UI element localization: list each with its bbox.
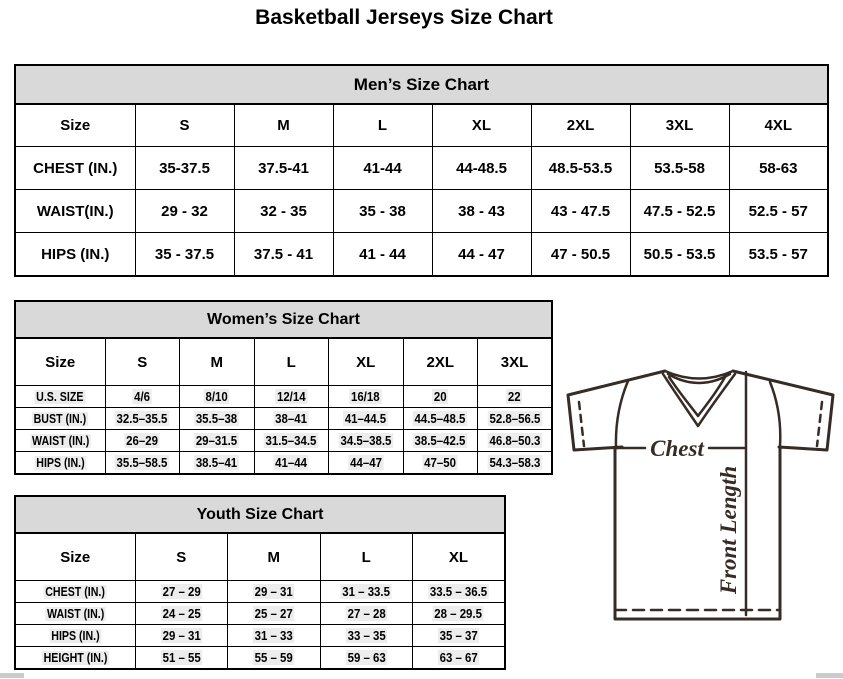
womens-cell-value: 44.5–48.5: [403, 408, 478, 430]
youth-cell-value: 31 – 33.5: [320, 581, 413, 603]
youth-row-label: HIPS (IN.): [15, 625, 135, 647]
womens-cell-value: 8/10: [180, 386, 255, 408]
mens-cell-value: 48.5-53.5: [531, 147, 630, 190]
womens-row-label: HIPS (IN.): [15, 452, 105, 475]
womens-cell-value: 41–44.5: [329, 408, 404, 430]
womens-column-header: M: [180, 338, 255, 386]
mens-cell-value: 52.5 - 57: [729, 190, 828, 233]
mens-cell-value: 44 - 47: [432, 233, 531, 277]
youth-cell-value: 27 – 29: [135, 581, 228, 603]
womens-table-row: [15, 430, 552, 452]
youth-cell-value: 55 – 59: [228, 647, 321, 670]
womens-cell-value: 38.5–42.5: [403, 430, 478, 452]
womens-table: [14, 300, 553, 475]
womens-cell-value: 41–44: [254, 452, 329, 475]
youth-column-header: S: [135, 533, 228, 581]
womens-column-header: S: [105, 338, 180, 386]
jersey-measurement-diagram: [558, 362, 843, 622]
youth-table-row: [15, 603, 505, 625]
womens-table-row: [15, 452, 552, 475]
mens-column-header: XL: [432, 104, 531, 147]
page-title: Basketball Jerseys Size Chart: [255, 6, 553, 29]
youth-column-header: M: [228, 533, 321, 581]
youth-table-row: [15, 581, 505, 603]
youth-table: [14, 495, 506, 670]
youth-cell-value: 51 – 55: [135, 647, 228, 670]
womens-row-label: U.S. SIZE: [15, 386, 105, 408]
mens-column-header: S: [135, 104, 234, 147]
mens-row-label: WAIST(IN.): [15, 190, 135, 233]
mens-cell-value: 44-48.5: [432, 147, 531, 190]
womens-cell-value: 31.5–34.5: [254, 430, 329, 452]
youth-cell-value: 29 – 31: [228, 581, 321, 603]
womens-cell-value: 38.5–41: [180, 452, 255, 475]
womens-cell-value: 22: [478, 386, 553, 408]
womens-column-header: XL: [329, 338, 404, 386]
youth-column-header: L: [320, 533, 413, 581]
youth-cell-value: 33 – 35: [320, 625, 413, 647]
youth-cell-value: 31 – 33: [228, 625, 321, 647]
mens-cell-value: 47.5 - 52.5: [630, 190, 729, 233]
youth-column-header: Size: [15, 533, 135, 581]
bottom-left-edge-artifact: [0, 673, 24, 678]
youth-table-row: [15, 647, 505, 670]
womens-cell-value: 26–29: [105, 430, 180, 452]
youth-table-row: [15, 625, 505, 647]
mens-column-header: M: [234, 104, 333, 147]
womens-column-header: L: [254, 338, 329, 386]
mens-cell-value: 35 - 38: [333, 190, 432, 233]
mens-table-row: [15, 147, 828, 190]
youth-cell-value: 28 – 29.5: [413, 603, 506, 625]
left-sleeve-dashed-line: [579, 402, 584, 446]
womens-table-row: [15, 408, 552, 430]
womens-chart-title: Women’s Size Chart: [15, 301, 552, 338]
womens-cell-value: 44–47: [329, 452, 404, 475]
womens-column-header: 3XL: [478, 338, 553, 386]
mens-cell-value: 47 - 50.5: [531, 233, 630, 277]
mens-cell-value: 35-37.5: [135, 147, 234, 190]
mens-cell-value: 50.5 - 53.5: [630, 233, 729, 277]
womens-row-label: WAIST (IN.): [15, 430, 105, 452]
womens-column-header: Size: [15, 338, 105, 386]
front-length-label: Front Length: [716, 465, 741, 595]
youth-cell-value: 59 – 63: [320, 647, 413, 670]
right-sleeve-dashed-line: [817, 402, 822, 446]
womens-cell-value: 12/14: [254, 386, 329, 408]
youth-cell-value: 33.5 – 36.5: [413, 581, 506, 603]
mens-cell-value: 35 - 37.5: [135, 233, 234, 277]
mens-cell-value: 32 - 35: [234, 190, 333, 233]
chest-label: Chest: [650, 436, 704, 461]
mens-column-header: L: [333, 104, 432, 147]
mens-cell-value: 41-44: [333, 147, 432, 190]
mens-column-header: 2XL: [531, 104, 630, 147]
mens-cell-value: 37.5-41: [234, 147, 333, 190]
womens-column-header: 2XL: [403, 338, 478, 386]
youth-row-label: HEIGHT (IN.): [15, 647, 135, 670]
mens-cell-value: 58-63: [729, 147, 828, 190]
youth-cell-value: 35 – 37: [413, 625, 506, 647]
mens-column-header: 4XL: [729, 104, 828, 147]
youth-size-chart-table: [14, 495, 506, 670]
youth-cell-value: 25 – 27: [228, 603, 321, 625]
youth-cell-value: 27 – 28: [320, 603, 413, 625]
mens-cell-value: 29 - 32: [135, 190, 234, 233]
mens-row-label: HIPS (IN.): [15, 233, 135, 277]
left-armhole-seam: [616, 381, 628, 447]
mens-chart-title: Men’s Size Chart: [15, 65, 828, 104]
womens-cell-value: 16/18: [329, 386, 404, 408]
womens-cell-value: 47–50: [403, 452, 478, 475]
womens-cell-value: 35.5–38: [180, 408, 255, 430]
mens-column-header: 3XL: [630, 104, 729, 147]
mens-cell-value: 43 - 47.5: [531, 190, 630, 233]
mens-table-row: [15, 190, 828, 233]
womens-cell-value: 29–31.5: [180, 430, 255, 452]
womens-cell-value: 35.5–58.5: [105, 452, 180, 475]
mens-cell-value: 53.5 - 57: [729, 233, 828, 277]
youth-cell-value: 24 – 25: [135, 603, 228, 625]
womens-cell-value: 54.3–58.3: [478, 452, 553, 475]
mens-row-label: CHEST (IN.): [15, 147, 135, 190]
right-armhole-seam: [770, 382, 780, 446]
womens-cell-value: 32.5–35.5: [105, 408, 180, 430]
youth-cell-value: 63 – 67: [413, 647, 506, 670]
youth-header-row: [15, 533, 505, 581]
womens-cell-value: 52.8–56.5: [478, 408, 553, 430]
womens-row-label: BUST (IN.): [15, 408, 105, 430]
mens-cell-value: 37.5 - 41: [234, 233, 333, 277]
womens-cell-value: 38–41: [254, 408, 329, 430]
womens-header-row: [15, 338, 552, 386]
mens-table: [14, 64, 829, 277]
womens-cell-value: 20: [403, 386, 478, 408]
youth-chart-title: Youth Size Chart: [15, 496, 505, 533]
youth-row-label: CHEST (IN.): [15, 581, 135, 603]
womens-table-row: [15, 386, 552, 408]
mens-table-row: [15, 233, 828, 277]
youth-column-header: XL: [413, 533, 506, 581]
mens-column-header: Size: [15, 104, 135, 147]
mens-size-chart-table: [14, 64, 829, 277]
youth-cell-value: 29 – 31: [135, 625, 228, 647]
mens-cell-value: 38 - 43: [432, 190, 531, 233]
jersey-outline: [568, 371, 833, 619]
womens-cell-value: 46.8–50.3: [478, 430, 553, 452]
bottom-right-edge-artifact: [816, 673, 843, 678]
womens-cell-value: 34.5–38.5: [329, 430, 404, 452]
womens-size-chart-table: [14, 300, 553, 475]
mens-cell-value: 53.5-58: [630, 147, 729, 190]
womens-cell-value: 4/6: [105, 386, 180, 408]
mens-header-row: [15, 104, 828, 147]
mens-cell-value: 41 - 44: [333, 233, 432, 277]
youth-row-label: WAIST (IN.): [15, 603, 135, 625]
